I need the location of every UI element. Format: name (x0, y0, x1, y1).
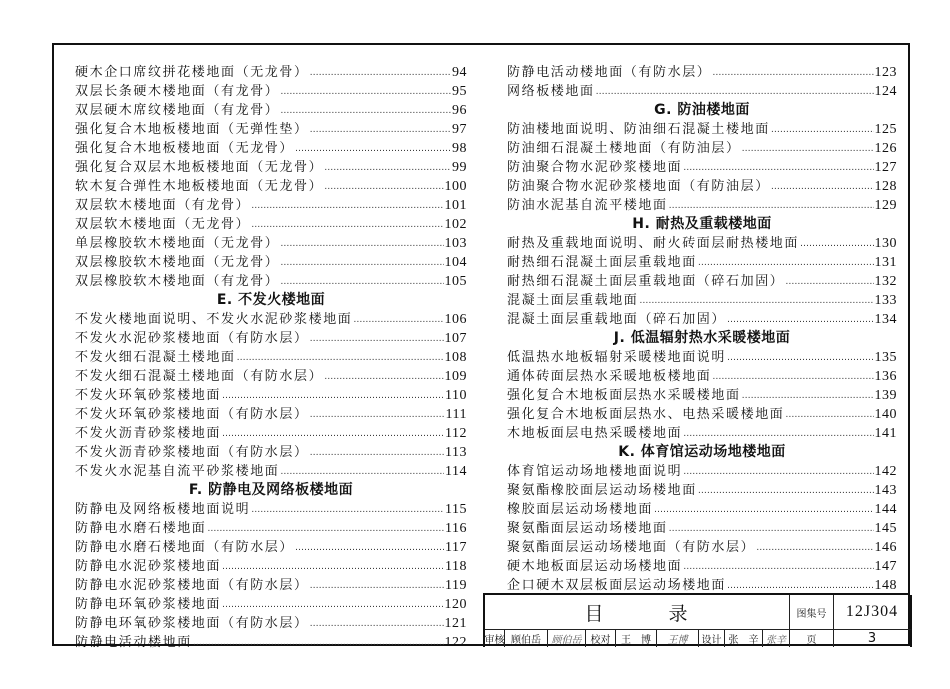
dot-leader (251, 216, 443, 235)
toc-entry-title: 强化复合木地板面层热水、电热采暖楼地面 (507, 407, 785, 422)
toc-entry-title: 耐热及重载地面说明、耐火砖面层耐热楼地面 (507, 236, 800, 251)
dot-leader (683, 463, 873, 482)
dot-leader (280, 254, 443, 273)
toc-entry[interactable] (507, 405, 897, 424)
toc-entry-page: 104 (444, 255, 467, 270)
page-label: 页 (790, 630, 834, 647)
toc-entry[interactable] (75, 443, 467, 462)
dot-leader (324, 159, 451, 178)
toc-entry-title: 耐热细石混凝土面层重载地面 (507, 255, 697, 270)
section-heading: E. 不发火楼地面 (216, 292, 326, 308)
toc-entry[interactable] (75, 310, 467, 329)
dot-leader (669, 197, 874, 216)
dot-leader (785, 273, 873, 292)
toc-entry-title: 防静电活动楼地面 (75, 635, 192, 650)
dot-leader (727, 311, 873, 330)
toc-entry-page: 141 (874, 426, 897, 441)
toc-entry-title: 防油聚合物水泥砂浆楼地面 (507, 160, 683, 175)
toc-entry[interactable] (75, 63, 467, 82)
checker-label: 校对 (586, 630, 616, 647)
toc-entry[interactable] (75, 253, 467, 272)
toc-entry-page: 145 (874, 521, 897, 536)
toc-entry-title: 双层软木楼地面（有龙骨） (75, 198, 251, 213)
dot-leader (742, 140, 874, 159)
toc-entry-page: 106 (444, 312, 467, 327)
dot-leader (310, 406, 445, 425)
toc-entry-page: 139 (874, 388, 897, 403)
toc-entry-title: 不发火楼地面说明、不发火水泥砂浆楼地面 (75, 312, 353, 327)
toc-entry-title: 防静电及网络板楼地面说明 (75, 502, 251, 517)
toc-entry-title: 硬木地板面层运动场楼地面 (507, 559, 683, 574)
toc-entry-page: 107 (444, 331, 467, 346)
toc-entry-title: 双层橡胶软木楼地面（无龙骨） (75, 255, 280, 270)
toc-entry-title: 不发火细石混凝土楼地面 (75, 350, 236, 365)
dot-leader (222, 425, 444, 444)
checker-signature: 王博 (657, 630, 699, 647)
toc-entry-page: 105 (444, 274, 467, 289)
toc-entry-title: 聚氨酯面层运动场楼地面（有防水层） (507, 540, 756, 555)
dot-leader (222, 596, 443, 615)
section-heading: J. 低温辐射热水采暖楼地面 (613, 330, 791, 346)
toc-entry-page: 108 (444, 350, 467, 365)
toc-entry[interactable] (75, 82, 467, 101)
toc-entry-title: 单层橡胶软木楼地面（无龙骨） (75, 236, 280, 251)
dot-leader (280, 463, 444, 482)
toc-entry-page: 99 (452, 160, 467, 175)
toc-entry-title: 体育馆运动场地楼地面说明 (507, 464, 683, 479)
toc-entry[interactable] (75, 329, 467, 348)
dot-leader (683, 159, 873, 178)
toc-entry-title: 防油水泥基自流平楼地面 (507, 198, 668, 213)
toc-entry[interactable] (507, 557, 897, 576)
toc-entry[interactable] (507, 120, 897, 139)
toc-entry-title: 木地板面层电热采暖楼地面 (507, 426, 683, 441)
dot-leader (280, 235, 443, 254)
dot-leader (771, 121, 874, 140)
toc-entry[interactable] (507, 158, 897, 177)
toc-entry[interactable] (507, 310, 897, 329)
reviewer-label: 审核 (485, 630, 505, 647)
dot-leader (654, 501, 873, 520)
toc-entry-page: 129 (874, 198, 897, 213)
section-heading: G. 防油楼地面 (654, 102, 750, 118)
dot-leader (324, 368, 443, 387)
toc-entry-page: 128 (874, 179, 897, 194)
toc-entry[interactable] (75, 367, 467, 386)
toc-entry-page: 102 (444, 217, 467, 232)
atlas-number: 12J304 (834, 595, 912, 630)
toc-entry[interactable] (507, 538, 897, 557)
toc-entry-page: 146 (874, 540, 897, 555)
toc-entry-title: 防油楼地面说明、防油细石混凝土楼地面 (507, 122, 770, 137)
title-cell: 目 录 (485, 595, 790, 630)
dot-leader (280, 102, 451, 121)
dot-leader (280, 83, 451, 102)
toc-entry-title: 强化复合木地板面层热水采暖楼地面 (507, 388, 741, 403)
dot-leader (669, 520, 874, 539)
toc-entry-page: 101 (444, 198, 467, 213)
dot-leader (698, 482, 874, 501)
toc-entry-page: 123 (874, 65, 897, 80)
toc-entry-title: 软木复合弹性木地板楼地面（无龙骨） (75, 179, 324, 194)
toc-entry-page: 134 (874, 312, 897, 327)
toc-entry[interactable] (507, 177, 897, 196)
toc-entry[interactable] (507, 386, 897, 405)
toc-entry-page: 98 (452, 141, 467, 156)
dot-leader (785, 406, 873, 425)
dot-leader (310, 444, 444, 463)
toc-entry-page: 147 (874, 559, 897, 574)
toc-entry[interactable] (75, 614, 467, 633)
dot-leader (639, 292, 873, 311)
dot-leader (712, 64, 873, 83)
toc-entry-page: 140 (874, 407, 897, 422)
dot-leader (295, 140, 451, 159)
toc-entry-page: 148 (874, 578, 897, 593)
dot-leader (222, 558, 444, 577)
dot-leader (310, 330, 444, 349)
toc-entry-title: 聚氨酯橡胶面层运动场楼地面 (507, 483, 697, 498)
toc-entry-title: 防静电环氧砂浆楼地面 (75, 597, 222, 612)
toc-entry-title: 防静电环氧砂浆楼地面（有防水层） (75, 616, 309, 631)
toc-entry-title: 耐热细石混凝土面层重载地面（碎石加固） (507, 274, 785, 289)
toc-entry-page: 120 (444, 597, 467, 612)
toc-entry-title: 防静电水泥砂浆楼地面 (75, 559, 222, 574)
toc-entry-title: 防静电水泥砂浆楼地面（有防水层） (75, 578, 309, 593)
toc-entry-page: 144 (874, 502, 897, 517)
toc-entry[interactable] (75, 576, 467, 595)
dot-leader (251, 501, 444, 520)
toc-entry[interactable] (75, 519, 467, 538)
dot-leader (193, 634, 444, 653)
toc-entry[interactable] (507, 367, 897, 386)
dot-leader (800, 235, 873, 254)
toc-entry[interactable] (507, 500, 897, 519)
toc-entry-page: 133 (874, 293, 897, 308)
toc-entry-title: 不发火环氧砂浆楼地面（有防水层） (75, 407, 309, 422)
reviewer-name: 顾伯岳 (505, 630, 548, 647)
toc-entry[interactable] (75, 120, 467, 139)
toc-entry-page: 125 (874, 122, 897, 137)
toc-entry-page: 94 (452, 65, 467, 80)
toc-entry-page: 136 (874, 369, 897, 384)
toc-entry-page: 122 (444, 635, 467, 650)
checker-name: 王 博 (616, 630, 657, 647)
toc-entry[interactable] (507, 291, 897, 310)
toc-entry[interactable] (75, 424, 467, 443)
toc-entry-page: 97 (452, 122, 467, 137)
section-heading: F. 防静电及网络板楼地面 (188, 482, 354, 498)
dot-leader (771, 178, 874, 197)
toc-entry-title: 强化复合双层木地板楼地面（无龙骨） (75, 160, 324, 175)
toc-entry-page: 110 (445, 388, 467, 403)
toc-entry-title: 低温热水地板辐射采暖楼地面说明 (507, 350, 727, 365)
toc-entry-page: 142 (874, 464, 897, 479)
toc-entry-page: 103 (444, 236, 467, 251)
toc-entry-page: 111 (445, 407, 467, 422)
toc-right-column (507, 63, 897, 595)
toc-entry-page: 130 (874, 236, 897, 251)
designer-name: 张 辛 (725, 630, 763, 647)
toc-entry-page: 143 (874, 483, 897, 498)
toc-entry-page: 132 (874, 274, 897, 289)
toc-entry-page: 113 (445, 445, 467, 460)
toc-entry-title: 双层硬木席纹楼地面（有龙骨） (75, 103, 280, 118)
toc-entry[interactable] (75, 348, 467, 367)
dot-leader (310, 615, 444, 634)
dot-leader (683, 558, 873, 577)
toc-entry-page: 121 (444, 616, 467, 631)
toc-entry[interactable] (507, 82, 897, 101)
toc-entry[interactable] (75, 633, 467, 652)
toc-entry-page: 96 (452, 103, 467, 118)
toc-entry-title: 双层橡胶软木楼地面（有龙骨） (75, 274, 280, 289)
dot-leader (683, 425, 873, 444)
designer-label: 设计 (699, 630, 725, 647)
toc-entry-title: 企口硬木双层板面层运动场楼地面 (507, 578, 727, 593)
toc-entry[interactable] (75, 405, 467, 424)
dot-leader (251, 197, 443, 216)
toc-entry-title: 网络板楼地面 (507, 84, 595, 99)
toc-entry[interactable] (75, 196, 467, 215)
toc-entry-page: 117 (445, 540, 467, 555)
toc-entry-title: 强化复合木地板楼地面（无弹性垫） (75, 122, 309, 137)
dot-leader (324, 178, 443, 197)
toc-entry[interactable] (507, 462, 897, 481)
toc-entry-page: 112 (445, 426, 467, 441)
dot-leader (756, 539, 873, 558)
toc-entry[interactable] (75, 272, 467, 291)
atlas-label: 图集号 (790, 595, 834, 630)
toc-entry-page: 95 (452, 84, 467, 99)
toc-entry[interactable] (507, 63, 897, 82)
toc-entry[interactable] (507, 481, 897, 500)
toc-entry-title: 防静电水磨石楼地面（有防水层） (75, 540, 295, 555)
toc-entry[interactable] (75, 557, 467, 576)
page-number: 3 (834, 630, 912, 647)
dot-leader (280, 273, 443, 292)
toc-entry[interactable] (75, 234, 467, 253)
toc-entry-title: 不发火沥青砂浆楼地面 (75, 426, 222, 441)
toc-entry-title: 通体砖面层热水采暖地板楼地面 (507, 369, 712, 384)
toc-entry-title: 混凝土面层重载地面（碎石加固） (507, 312, 727, 327)
dot-leader (295, 539, 444, 558)
dot-leader (222, 387, 444, 406)
toc-entry[interactable] (75, 386, 467, 405)
dot-leader (237, 349, 444, 368)
toc-entry[interactable] (75, 177, 467, 196)
toc-entry-title: 不发火水泥基自流平砂浆楼地面 (75, 464, 280, 479)
toc-entry-title: 聚氨酯面层运动场楼地面 (507, 521, 668, 536)
toc-entry-title: 不发火环氧砂浆楼地面 (75, 388, 222, 403)
toc-entry-page: 109 (444, 369, 467, 384)
toc-entry[interactable] (75, 101, 467, 120)
toc-entry-page: 100 (444, 179, 467, 194)
toc-entry[interactable] (507, 196, 897, 215)
toc-entry-title: 防油聚合物水泥砂浆楼地面（有防油层） (507, 179, 770, 194)
toc-entry-page: 116 (445, 521, 467, 536)
title-block (483, 593, 910, 647)
toc-entry-page: 114 (445, 464, 467, 479)
toc-entry-title: 硬木企口席纹拼花楼地面（无龙骨） (75, 65, 309, 80)
dot-leader (698, 254, 874, 273)
dot-leader (596, 83, 874, 102)
toc-entry-title: 不发火细石混凝土楼地面（有防水层） (75, 369, 324, 384)
toc-entry-page: 135 (874, 350, 897, 365)
toc-entry-title: 不发火水泥砂浆楼地面（有防水层） (75, 331, 309, 346)
toc-entry[interactable] (507, 234, 897, 253)
toc-entry[interactable] (75, 139, 467, 158)
toc-entry[interactable] (507, 348, 897, 367)
toc-entry[interactable] (75, 215, 467, 234)
toc-entry[interactable] (75, 595, 467, 614)
section-heading: K. 体育馆运动场地楼地面 (618, 444, 786, 460)
toc-entry-title: 防油细石混凝土楼地面（有防油层） (507, 141, 741, 156)
toc-entry-page: 124 (874, 84, 897, 99)
toc-entry-page: 127 (874, 160, 897, 175)
toc-entry[interactable] (75, 538, 467, 557)
toc-left-column (75, 63, 467, 652)
toc-entry[interactable] (75, 462, 467, 481)
toc-entry[interactable] (507, 253, 897, 272)
toc-entry[interactable] (507, 519, 897, 538)
dot-leader (353, 311, 443, 330)
toc-entry-page: 119 (445, 578, 467, 593)
dot-leader (727, 349, 873, 368)
reviewer-signature: 顾伯岳 (548, 630, 586, 647)
dot-leader (310, 64, 451, 83)
toc-entry-title: 不发火沥青砂浆楼地面（有防水层） (75, 445, 309, 460)
dot-leader (712, 368, 873, 387)
toc-entry[interactable] (507, 424, 897, 443)
toc-entry-title: 防静电活动楼地面（有防水层） (507, 65, 712, 80)
dot-leader (742, 387, 874, 406)
toc-entry-page: 115 (445, 502, 467, 517)
toc-entry-page: 118 (445, 559, 467, 574)
dot-leader (310, 121, 451, 140)
dot-leader (310, 577, 444, 596)
toc-entry-title: 双层长条硬木楼地面（有龙骨） (75, 84, 280, 99)
toc-entry-title: 混凝土面层重载地面 (507, 293, 639, 308)
toc-entry[interactable] (75, 158, 467, 177)
section-heading: H. 耐热及重载楼地面 (632, 216, 772, 232)
dot-leader (207, 520, 444, 539)
toc-entry-title: 橡胶面层运动场楼地面 (507, 502, 654, 517)
toc-entry[interactable] (75, 500, 467, 519)
toc-entry-page: 126 (874, 141, 897, 156)
toc-entry-page: 131 (874, 255, 897, 270)
toc-entry-title: 防静电水磨石楼地面 (75, 521, 207, 536)
toc-entry-title: 双层软木楼地面（无龙骨） (75, 217, 251, 232)
toc-entry[interactable] (507, 272, 897, 291)
designer-signature: 张辛 (763, 630, 790, 647)
toc-entry-title: 强化复合木地板楼地面（无龙骨） (75, 141, 295, 156)
toc-entry[interactable] (507, 139, 897, 158)
